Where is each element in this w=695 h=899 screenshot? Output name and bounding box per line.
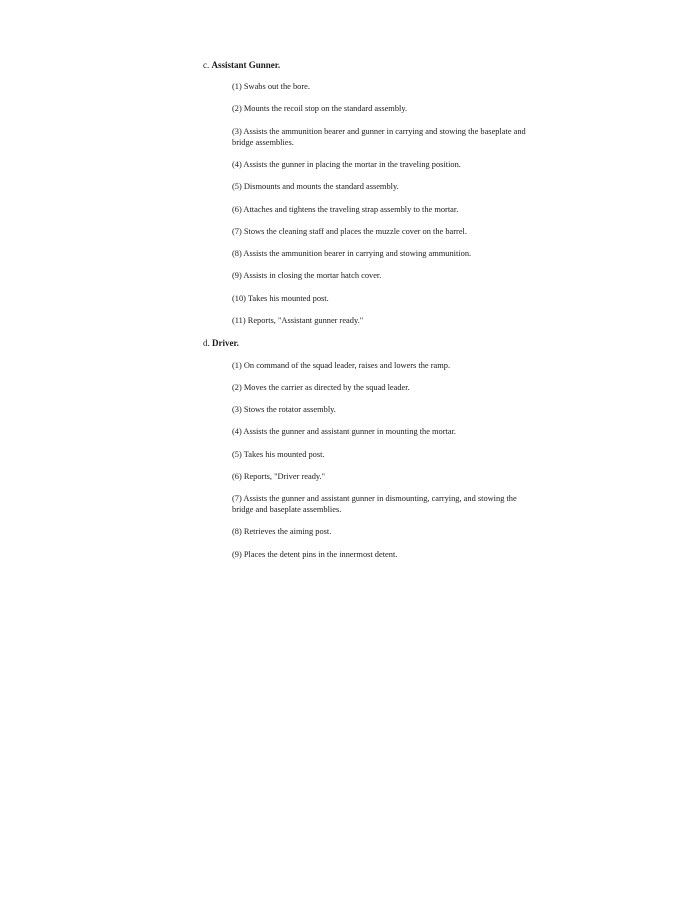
list-item: (1) Swabs out the bore.	[232, 82, 310, 91]
list-item: (7) Stows the cleaning staff and places the muzzle cover on the barrel.	[232, 227, 467, 236]
list-item: (3) Assists the ammunition bearer and gunner in carrying and stowing the baseplate and bridge assemblies.	[232, 127, 526, 147]
section-heading-assistant-gunner	[203, 60, 280, 71]
list-item: (6) Attaches and tightens the traveling strap assembly to the mortar.	[232, 205, 459, 214]
list-item: (11) Reports, "Assistant gunner ready."	[232, 316, 364, 325]
list-item: (10) Takes his mounted post.	[232, 294, 329, 303]
section-letter: d.	[203, 338, 210, 348]
section-letter: c.	[203, 60, 210, 70]
list-item: (1) On command of the squad leader, raises and lowers the ramp.	[232, 361, 451, 370]
list-item: (5) Dismounts and mounts the standard assembly.	[232, 182, 399, 191]
list-item: (2) Mounts the recoil stop on the standard assembly.	[232, 104, 408, 113]
list-item: (2) Moves the carrier as directed by the squad leader.	[232, 383, 410, 392]
section-title: Driver.	[212, 338, 239, 348]
list-item: (6) Reports, "Driver ready."	[232, 472, 326, 481]
list-item: (5) Takes his mounted post.	[232, 450, 325, 459]
list-item: (4) Assists the gunner and assistant gunner in mounting the mortar.	[232, 427, 457, 436]
list-item: (8) Retrieves the aiming post.	[232, 527, 332, 536]
list-item: (9) Assists in closing the mortar hatch cover.	[232, 271, 382, 280]
list-item: (3) Stows the rotator assembly.	[232, 405, 336, 414]
list-item: (4) Assists the gunner in placing the mortar in the traveling position.	[232, 160, 461, 169]
section-title: Assistant Gunner.	[211, 60, 281, 70]
list-item: (8) Assists the ammunition bearer in carrying and stowing ammunition.	[232, 249, 472, 258]
list-item: (7) Assists the gunner and assistant gunner in dismounting, carrying, and stowing the bridge and baseplate assemblies.	[232, 494, 517, 514]
section-heading-driver	[203, 338, 239, 349]
list-item: (9) Places the detent pins in the innermost detent.	[232, 550, 398, 559]
